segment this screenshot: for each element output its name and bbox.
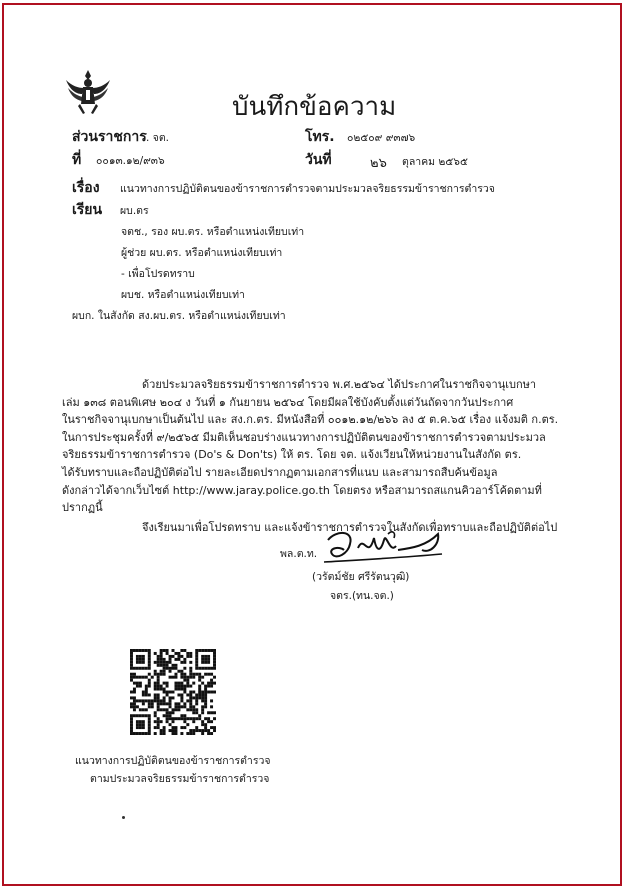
signatory-position: จตร.(ทน.จต.) <box>330 590 394 602</box>
body-line: จริยธรรมข้าราชการตำรวจ (Do's & Don'ts) ให้ ตร. โดย จต. แจ้งเวียนให้หน่วยงานในสังกัด ตร. <box>62 448 522 462</box>
qr-code-icon[interactable] <box>130 649 216 735</box>
to-line: - เพื่อโปรดทราบ <box>121 268 195 280</box>
date-day: ๒๖ <box>370 156 387 171</box>
signatory-rank: พล.ต.ท. <box>280 548 318 560</box>
to-line: ผบก. ในสังกัด สง.ผบ.ตร. หรือตำแหน่งเทียบเท่า <box>72 310 286 322</box>
reference-value: ๐๐๑๓.๑๒/๙๓๖ <box>96 155 165 167</box>
subject-value: แนวทางการปฏิบัติตนของข้าราชการตำรวจตามประมวลจริยธรรมข้าราชการตำรวจ <box>120 183 495 195</box>
signatory-name: (วรัตม์ชัย ศรีรัตนวุฒิ) <box>312 571 410 583</box>
to-line: ผบช. หรือตำแหน่งเทียบเท่า <box>121 289 245 301</box>
reference-label: ที่ <box>72 152 82 168</box>
body-line: ได้รับทราบและถือปฏิบัติต่อไป รายละเอียดปรากฏตามเอกสารที่แนบ และสามารถสืบค้นข้อมูล <box>62 465 498 479</box>
phone-label: โทร. <box>305 129 335 145</box>
to-line: จตช., รอง ผบ.ตร. หรือตำแหน่งเทียบเท่า <box>121 226 305 238</box>
body-line: ปรากฏนี้ <box>62 501 103 515</box>
agency-label: ส่วนราชการ <box>72 129 147 145</box>
body-line: เล่ม ๑๓๘ ตอนพิเศษ ๒๐๔ ง วันที่ ๑ กันยายน ๒๕๖๔ โดยมีผลใช้บังคับตั้งแต่วันถัดจากวันประกาศ <box>62 395 514 409</box>
to-label: เรียน <box>72 202 103 218</box>
date-label: วันที่ <box>305 152 332 168</box>
body-line: ดังกล่าวได้จากเว็บไซต์ http://www.jaray.police.go.th โดยตรง หรือสามารถสแกนคิวอาร์โค้ดตามที่ <box>62 483 542 497</box>
body-paragraph <box>62 376 582 517</box>
date-rest: ตุลาคม ๒๕๖๕ <box>402 156 468 168</box>
handwritten-signature <box>318 520 448 572</box>
garuda-emblem-icon <box>64 66 112 116</box>
footer-line: ตามประมวลจริยธรรมข้าราชการตำรวจ <box>90 773 270 785</box>
subject-label: เรื่อง <box>72 180 100 196</box>
memo-title: บันทึกข้อความ <box>232 92 397 122</box>
agency-value: . จต. <box>146 132 169 144</box>
body-line: ในการประชุมครั้งที่ ๙/๒๕๖๕ มีมติเห็นชอบร่างแนวทางการปฏิบัติตนของข้าราชการตำรวจตามประมวล <box>62 430 546 444</box>
body-line: ด้วยประมวลจริยธรรมข้าราชการตำรวจ พ.ศ.๒๕๖๔ ได้ประกาศในราชกิจจานุเบกษา <box>142 378 537 391</box>
phone-value: ๐๒๕๐๙ ๙๓๗๖ <box>347 132 416 144</box>
body-line: ในราชกิจจานุเบกษาเป็นต้นไป และ สง.ก.ตร. มีหนังสือที่ ๐๐๑๒.๑๒/๒๖๖ ลง ๕ ต.ค.๖๕ เรื่อง แจ้งมติ ก.ตร. <box>62 413 559 427</box>
closing-line: จึงเรียนมาเพื่อโปรดทราบ และแจ้งข้าราชการตำรวจในสังกัดเพื่อทราบและถือปฏิบัติต่อไป <box>142 521 558 534</box>
speck-dot <box>122 816 125 819</box>
to-line: ผู้ช่วย ผบ.ตร. หรือตำแหน่งเทียบเท่า <box>121 247 283 259</box>
to-line: ผบ.ตร <box>120 205 149 217</box>
footer-line: แนวทางการปฏิบัติตนของข้าราชการตำรวจ <box>75 755 271 767</box>
